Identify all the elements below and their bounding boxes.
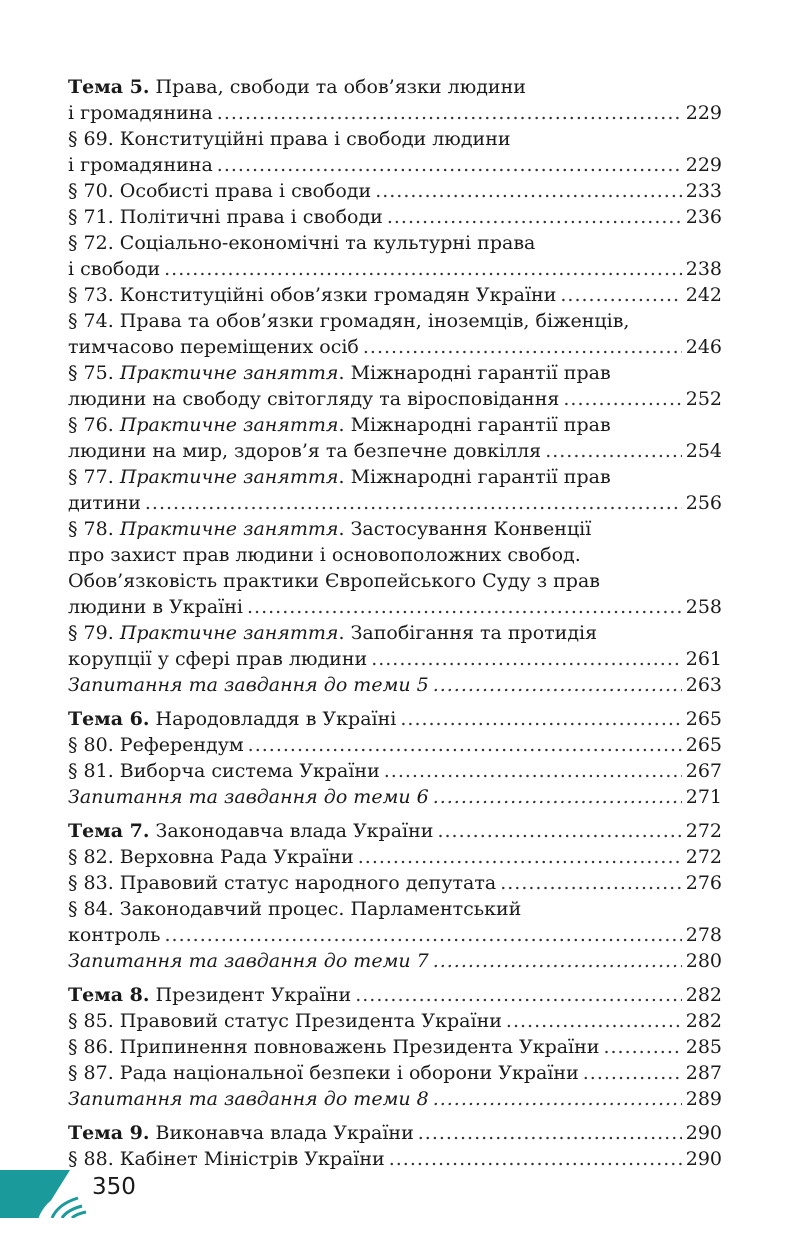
leader-dots (433, 948, 682, 974)
toc-entry[interactable] (68, 542, 722, 568)
toc-entry[interactable] (68, 1060, 722, 1086)
topic-title: Виконавча влада України (155, 1122, 414, 1144)
page-number: 229 (685, 102, 722, 124)
toc-entry[interactable] (68, 490, 722, 516)
entry-text: § 80. Референдум (68, 734, 244, 756)
page-number: 276 (685, 872, 722, 894)
entry-text: Запитання та завдання до теми 8 (68, 1088, 429, 1110)
page-number: 238 (685, 258, 722, 280)
leader-dots (248, 732, 682, 758)
entry-text: . Міжнародні гарантії прав (338, 414, 611, 436)
toc-entry[interactable] (68, 620, 722, 646)
entry-text: контроль (68, 924, 161, 946)
entry-text: § 81. Виборча система України (68, 760, 380, 782)
topic-label: Тема 9. (68, 1122, 150, 1144)
leader-dots (387, 204, 682, 230)
toc-entry[interactable] (68, 1008, 722, 1034)
page-number: 236 (685, 206, 722, 228)
toc-entry[interactable] (68, 126, 722, 152)
teal-band (0, 1170, 70, 1218)
toc-entry[interactable] (68, 896, 722, 922)
entry-number: § 79. (68, 622, 114, 644)
entry-text: § 85. Правовий статус Президента України (68, 1010, 502, 1032)
leader-dots (371, 646, 682, 672)
entry-number: § 75. (68, 362, 114, 384)
page-number: 271 (685, 786, 722, 808)
practical-label: Практичне заняття (119, 362, 339, 384)
leader-dots (433, 784, 682, 810)
entry-text: дитини (68, 492, 141, 514)
page-number: 282 (685, 1010, 722, 1032)
page-number: 289 (685, 1088, 722, 1110)
page-number: 290 (685, 1122, 722, 1144)
entry-text: і свободи (68, 258, 161, 280)
toc-entry[interactable] (68, 1146, 722, 1172)
page-number: 229 (685, 154, 722, 176)
leader-dots (355, 982, 682, 1008)
entry-number: § 78. (68, 518, 114, 540)
entry-text: і громадянина (68, 102, 213, 124)
leader-dots (363, 334, 682, 360)
toc-entry[interactable] (68, 334, 722, 360)
entry-text: . Запобігання та протидія (338, 622, 598, 644)
toc-entry[interactable] (68, 152, 722, 178)
entry-text: § 72. Соціально-економічні та культурні права (68, 232, 536, 254)
entry-number: § 77. (68, 466, 114, 488)
topic-7-heading[interactable] (68, 818, 722, 844)
topic-5-heading (68, 74, 722, 100)
leader-dots (545, 438, 682, 464)
questions-entry[interactable] (68, 784, 722, 810)
entry-text: людини на мир, здоров’я та безпечне довкілля (68, 440, 542, 462)
page-number: 282 (685, 984, 722, 1006)
entry-text: тимчасово переміщених осіб (68, 336, 359, 358)
toc-entry[interactable] (68, 204, 722, 230)
page-number: 272 (685, 820, 722, 842)
practical-label: Практичне заняття (119, 466, 339, 488)
entry-text: . Міжнародні гарантії прав (338, 362, 611, 384)
toc-entry[interactable] (68, 412, 722, 438)
entry-text: § 88. Кабінет Міністрів України (68, 1148, 385, 1170)
leader-dots (433, 1086, 682, 1112)
leader-dots (384, 758, 682, 784)
topic-label: Тема 5. (68, 76, 150, 98)
entry-text: і громадянина (68, 154, 213, 176)
page-number: 261 (685, 648, 722, 670)
page-number: 258 (685, 596, 722, 618)
toc-entry[interactable] (68, 844, 722, 870)
page-number: 256 (685, 492, 722, 514)
questions-entry[interactable] (68, 1086, 722, 1112)
page-number: 252 (685, 388, 722, 410)
page-number-footer: 350 (92, 1174, 136, 1200)
entry-number: § 76. (68, 414, 114, 436)
leader-dots (217, 152, 682, 178)
topic-title: Права, свободи та обов’язки людини (155, 76, 526, 98)
topic-9-heading[interactable] (68, 1120, 722, 1146)
leader-dots (247, 594, 682, 620)
topic-title: Президент України (155, 984, 352, 1006)
toc-entry[interactable] (68, 438, 722, 464)
page-number: 285 (685, 1036, 722, 1058)
leader-dots (145, 490, 682, 516)
entry-text: § 71. Політичні права і свободи (68, 206, 383, 228)
toc-entry[interactable] (68, 100, 722, 126)
entry-text: § 74. Права та обов’язки громадян, іноземців, біженців, (68, 310, 630, 332)
publisher-swoosh-icon (0, 1168, 88, 1218)
toc-entry[interactable] (68, 732, 722, 758)
page-number: 265 (685, 708, 722, 730)
questions-entry[interactable] (68, 948, 722, 974)
page-number: 265 (685, 734, 722, 756)
entry-text: § 84. Законодавчий процес. Парламентський (68, 898, 522, 920)
topic-title: Законодавча влада України (155, 820, 434, 842)
topic-title: Народовладдя в Україні (155, 708, 397, 730)
leader-dots (217, 100, 682, 126)
entry-text: § 82. Верховна Рада України (68, 846, 354, 868)
practical-label: Практичне заняття (119, 414, 339, 436)
entry-text: § 70. Особисті права і свободи (68, 180, 372, 202)
entry-text: . Міжнародні гарантії прав (338, 466, 611, 488)
entry-text: Обов’язковість практики Європейського Суду з прав (68, 570, 600, 592)
entry-text: Запитання та завдання до теми 6 (68, 786, 429, 808)
entry-text: людини в Україні (68, 596, 243, 618)
toc-entry[interactable] (68, 256, 722, 282)
practical-label: Практичне заняття (119, 622, 339, 644)
entry-text: § 83. Правовий статус народного депутата (68, 872, 497, 894)
leader-dots (583, 1060, 682, 1086)
toc-entry[interactable] (68, 1034, 722, 1060)
toc-entry[interactable] (68, 178, 722, 204)
leader-dots (389, 1146, 682, 1172)
leader-dots (506, 1008, 682, 1034)
leader-dots (164, 256, 682, 282)
toc-entry[interactable] (68, 594, 722, 620)
arc-4 (72, 1212, 86, 1218)
toc-entry[interactable] (68, 308, 722, 334)
entry-text: . Застосування Конвенції (338, 518, 592, 540)
toc-entry[interactable] (68, 516, 722, 542)
topic-label: Тема 8. (68, 984, 150, 1006)
page-number: 290 (685, 1148, 722, 1170)
leader-dots (437, 818, 681, 844)
leader-dots (603, 1034, 681, 1060)
page-number: 246 (685, 336, 722, 358)
topic-label: Тема 7. (68, 820, 150, 842)
page-number: 254 (685, 440, 722, 462)
questions-entry[interactable] (68, 672, 722, 698)
leader-dots (563, 386, 681, 412)
toc-entry[interactable] (68, 464, 722, 490)
leader-dots (418, 1120, 682, 1146)
page-number: 233 (685, 180, 722, 202)
topic-6-heading[interactable] (68, 706, 722, 732)
entry-text: людини на свободу світогляду та віросповідання (68, 388, 560, 410)
entry-text: корупції у сфері прав людини (68, 648, 368, 670)
leader-dots (165, 922, 682, 948)
page-number: 280 (685, 950, 722, 972)
topic-label: Тема 6. (68, 708, 150, 730)
entry-text: § 73. Конституційні обов’язки громадян України (68, 284, 557, 306)
toc-entry[interactable] (68, 870, 722, 896)
leader-dots (375, 178, 682, 204)
toc-entry[interactable] (68, 758, 722, 784)
table-of-contents (68, 74, 722, 1172)
entry-text: Запитання та завдання до теми 7 (68, 950, 429, 972)
entry-text: § 86. Припинення повноважень Президента України (68, 1036, 600, 1058)
toc-entry[interactable] (68, 282, 722, 308)
page-number: 272 (685, 846, 722, 868)
entry-text: § 69. Конституційні права і свободи людини (68, 128, 511, 150)
leader-dots (400, 706, 681, 732)
entry-text: Запитання та завдання до теми 5 (68, 674, 429, 696)
entry-text: § 87. Рада національної безпеки і оборони України (68, 1062, 579, 1084)
toc-entry[interactable] (68, 922, 722, 948)
leader-dots (433, 672, 682, 698)
entry-text: про захист прав людини і основоположних свобод. (68, 544, 581, 566)
page-number: 263 (685, 674, 722, 696)
toc-entry[interactable] (68, 568, 722, 594)
leader-dots (500, 870, 682, 896)
leader-dots (560, 282, 681, 308)
page-number: 287 (685, 1062, 722, 1084)
toc-entry[interactable] (68, 360, 722, 386)
toc-entry[interactable] (68, 646, 722, 672)
page-number: 242 (685, 284, 722, 306)
leader-dots (358, 844, 682, 870)
toc-entry[interactable] (68, 230, 722, 256)
practical-label: Практичне заняття (119, 518, 339, 540)
toc-entry[interactable] (68, 386, 722, 412)
page-number: 278 (685, 924, 722, 946)
page-number: 267 (685, 760, 722, 782)
topic-8-heading[interactable] (68, 982, 722, 1008)
